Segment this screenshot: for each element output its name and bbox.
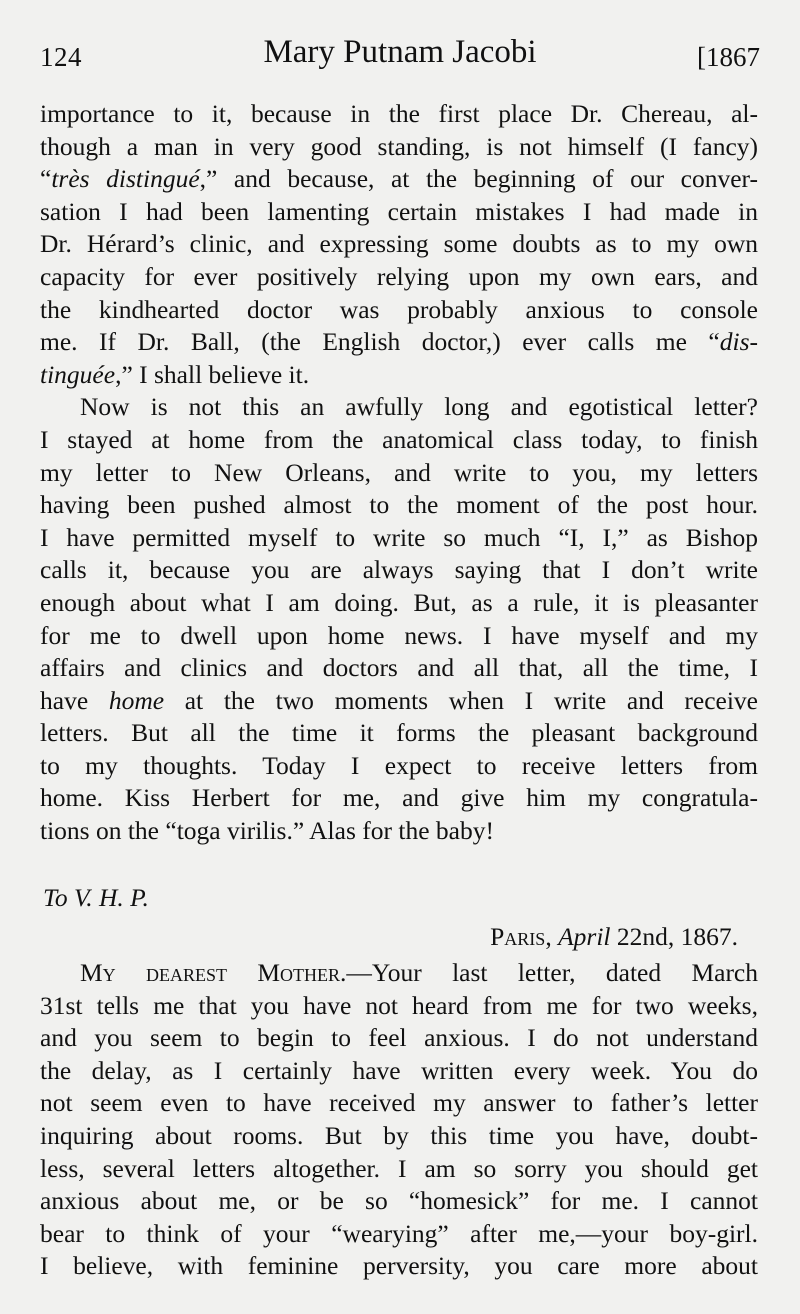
text-line: affairs and clinics and doctors and all that, all the time, I (40, 653, 758, 683)
text-line: have home at the two moments when I write and receive (40, 685, 758, 715)
italic-text: très distingué (51, 164, 200, 194)
text-line: 31st tells me that you have not heard from me for two weeks, (40, 990, 758, 1020)
text-line: tions on the “toga virilis.” Alas for the baby! (40, 816, 494, 846)
running-title: Mary Putnam Jacobi (263, 34, 537, 70)
text-line: I have permitted myself to write so much “I, I,” as Bishop (40, 522, 758, 552)
small-caps-text: Paris (490, 922, 546, 951)
text-line: anxious about me, or be so “homesick” for me. I cannot (40, 1186, 758, 1216)
text-line: letters. But all the time it forms the pleasant background (40, 718, 758, 748)
text-line: capacity for ever positively relying upon my own ears, and (40, 261, 758, 291)
text-line: to my thoughts. Today I expect to receive letters from (40, 750, 758, 780)
text-line: I stayed at home from the anatomical class today, to finish (40, 424, 758, 454)
page-number: 124 (40, 42, 82, 72)
text-line: me. If Dr. Ball, (the English doctor,) ever calls me “dis- (40, 327, 758, 357)
italic-text: April (558, 922, 611, 951)
italic-text: home (108, 685, 165, 715)
text-line: and you seem to begin to feel anxious. I do not understand (40, 1023, 758, 1053)
text-line: though a man in very good standing, is not himself (I fancy) (40, 131, 758, 161)
text-line: home. Kiss Herbert for me, and give him my congratula- (40, 783, 758, 813)
letter-1-text (40, 98, 758, 848)
text-line: my letter to New Orleans, and write to you, my letters (40, 457, 758, 487)
text-line: the delay, as I certainly have written every week. You do (40, 1055, 758, 1085)
letter-addressee: To V. H. P. (43, 883, 149, 912)
running-year: [1867 (697, 42, 760, 72)
text-line: less, several letters altogether. I am so sorry you should get (40, 1153, 758, 1183)
text-line: inquiring about rooms. But by this time you have, doubt- (40, 1120, 758, 1150)
text-line: the kindhearted doctor was probably anxious to console (40, 294, 758, 324)
letter-dateline: Paris, April 22nd, 1867. (490, 922, 738, 951)
letter-2-text (40, 957, 758, 1283)
small-caps-text: My dearest Mother (80, 958, 341, 987)
text-line: Dr. Hérard’s clinic, and expressing some doubts as to my own (40, 229, 758, 259)
text-line: enough about what I am doing. But, as a rule, it is pleasanter (40, 587, 758, 617)
text-line: tinguée,” I shall believe it. (40, 359, 310, 389)
running-head (40, 34, 760, 78)
italic-text: dis- (719, 327, 758, 357)
text-line: calls it, because you are always saying that I don’t write (40, 555, 758, 585)
text-line: having been pushed almost to the moment of the post hour. (40, 490, 758, 520)
italic-text: tinguée (40, 359, 116, 389)
text-line: I believe, with feminine perversity, you care more about (40, 1251, 758, 1281)
text-line: importance to it, because in the first place Dr. Chereau, al- (40, 99, 758, 128)
text-line: My dearest Mother.—Your last letter, dated March (80, 958, 758, 987)
text-line: not seem even to have received my answer to father’s letter (40, 1088, 758, 1118)
text-line: for me to dwell upon home news. I have myself and my (40, 620, 758, 650)
text-line: “très distingué,” and because, at the beginning of our conver- (40, 164, 758, 194)
text-line: Now is not this an awfully long and egotistical letter? (80, 392, 758, 422)
text-line: sation I had been lamenting certain mistakes I had made in (40, 196, 758, 226)
text-line: bear to think of your “wearying” after me,—your boy-girl. (40, 1218, 758, 1248)
